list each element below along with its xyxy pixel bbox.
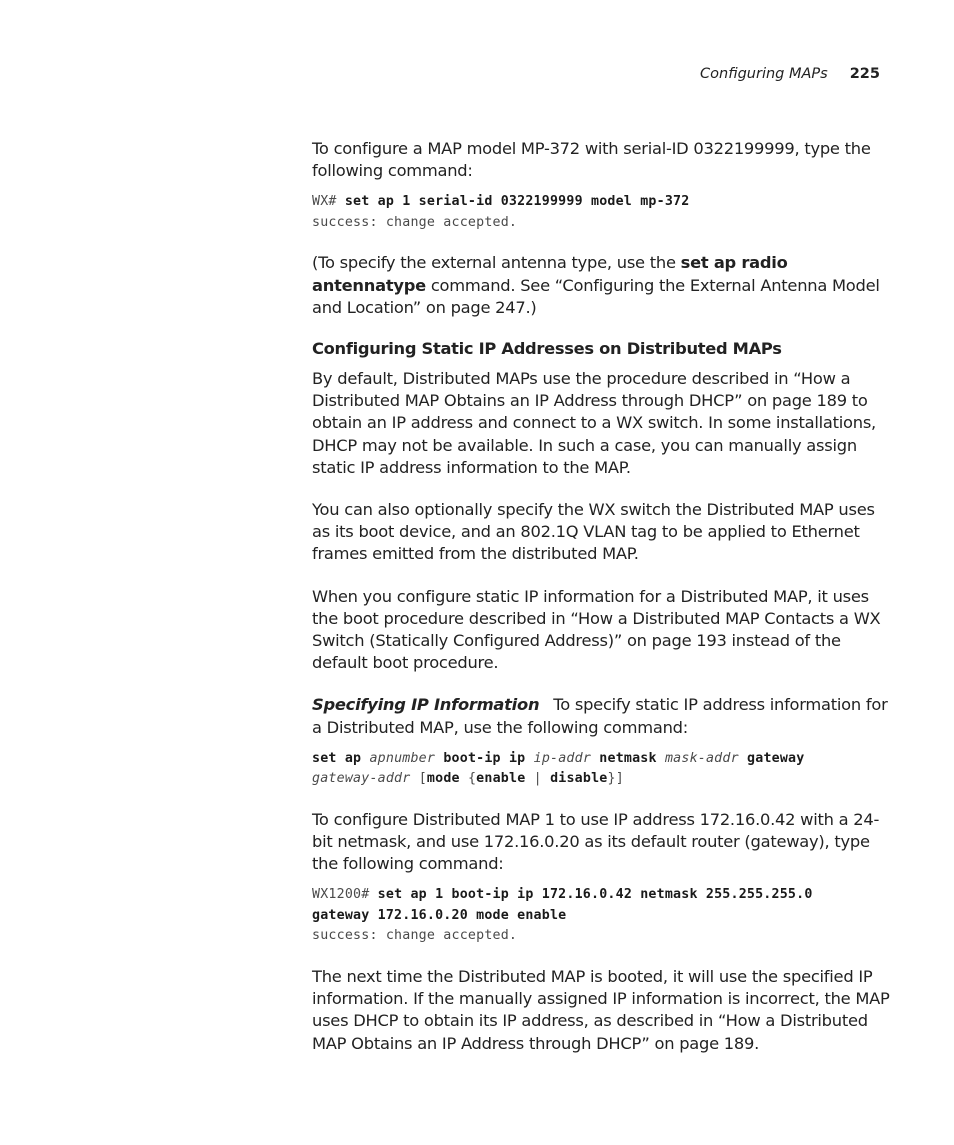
antenna-note-paragraph [312, 252, 890, 319]
boot-device-paragraph: You can also optionally specify the WX switch the Distributed MAP uses as its boot device, and an 802.1Q VLAN tag to be applied to Ethernet frames emitted from the distributed MAP. [312, 500, 875, 564]
specifying-ip-paragraph [312, 694, 890, 738]
antenna-command-ref: set ap radio antennatype [312, 253, 788, 295]
running-header-title: Configuring MAPs [700, 66, 828, 82]
syntax-block [312, 749, 890, 790]
syntax-keyword: gateway [747, 750, 805, 766]
syntax-line-2 [312, 769, 890, 790]
example-intro-paragraph: To configure Distributed MAP 1 to use IP address 172.16.0.42 with a 24-bit netmask, and use 172.16.0.20 as its default router (gateway), type the following command: [312, 809, 880, 874]
specifying-ip-text: To specify static IP address information for a Distributed MAP, use the following command: [312, 695, 888, 737]
syntax-argument: mask-addr [664, 750, 739, 766]
serial-command-line [312, 192, 890, 213]
cli-output: success: change accepted. [312, 214, 518, 230]
runin-heading: Specifying IP Information [312, 695, 540, 715]
default-dhcp-paragraph: By default, Distributed MAPs use the procedure described in “How a Distributed MAP Obtains an IP Address through DHCP” on page 189 to obtain an IP address and connect to a WX switch. In some installations, DHCP may not be available. In such a case, you can manually assign static IP address information to the MAP. [312, 369, 876, 477]
syntax-bracket: }] [607, 771, 624, 787]
cli-prompt: WX# [312, 194, 345, 210]
serial-command-block [312, 192, 890, 233]
syntax-keyword: set ap [312, 750, 362, 766]
syntax-argument: gateway-addr [312, 771, 411, 787]
example-command-block [312, 885, 890, 947]
cli-command: set ap 1 boot-ip ip 172.16.0.42 netmask 255.255.255.0 [377, 887, 813, 903]
syntax-separator: | [533, 771, 542, 787]
syntax-bracket: [ [418, 771, 427, 787]
page-number: 225 [849, 66, 880, 82]
cli-command: set ap 1 serial-id 0322199999 model mp-372 [344, 194, 690, 210]
antenna-note-post: command. See “Configuring the External Antenna Model and Location” on page 247.) [312, 275, 880, 317]
syntax-line-1 [312, 749, 890, 770]
syntax-bracket: { [467, 771, 477, 787]
page-header [700, 66, 880, 82]
page-body [312, 138, 890, 1055]
syntax-argument: ip-addr [533, 750, 592, 766]
static-ip-heading: Configuring Static IP Addresses on Distributed MAPs [312, 339, 782, 359]
cli-output: success: change accepted. [312, 928, 518, 944]
syntax-argument: apnumber [369, 750, 436, 766]
syntax-keyword: disable [550, 771, 608, 787]
antenna-note-pre: (To specify the external antenna type, use the [312, 253, 681, 273]
example-command-line-1 [312, 885, 890, 906]
serial-intro-paragraph: To configure a MAP model MP-372 with serial-ID 0322199999, type the following command: [312, 139, 871, 181]
syntax-keyword: netmask [599, 750, 657, 766]
next-boot-paragraph: The next time the Distributed MAP is booted, it will use the specified IP information. If the manually assigned IP information is incorrect, the MAP uses DHCP to obtain its IP address, as described in “How a Distributed MAP Obtains an IP Address through DHCP” on page 189. [312, 966, 890, 1053]
syntax-keyword: enable [476, 771, 526, 787]
example-command-line-2: gateway 172.16.0.20 mode enable [312, 907, 567, 923]
cli-prompt: WX1200# [312, 887, 378, 903]
boot-procedure-paragraph: When you configure static IP information for a Distributed MAP, it uses the boot procedure described in “How a Distributed MAP Contacts a WX Switch (Statically Configured Address)” on page 193 instead of the default boot procedure. [312, 586, 881, 673]
syntax-keyword: boot-ip ip [443, 750, 526, 766]
syntax-keyword: mode [426, 771, 460, 787]
